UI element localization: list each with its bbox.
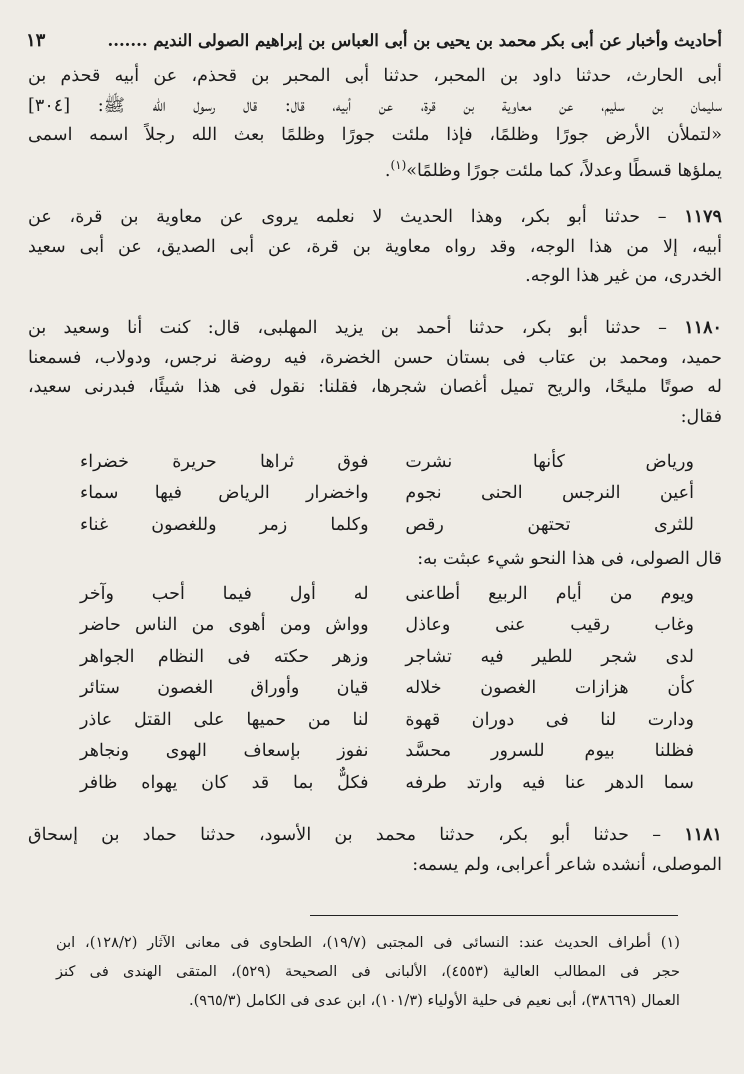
text-fragment: – حدثنا أبو بكر، حدثنا أحمد بن يزيد المهلبى، قال: كنت أنا وسعيد بن — [28, 318, 667, 338]
footnote-line: العمال (٣٨٦٦٩)، أبى نعيم فى حلية الأولياء (١٠١/٣)، ابن عدى فى الكامل (٩٦٥/٣). — [188, 992, 680, 1009]
verse-first-hemistich: ورياض كأنها نشرت — [405, 451, 694, 472]
text-line: الخدرى، من غير هذا الوجه. — [525, 266, 722, 286]
verse-first-hemistich: سما الدهر عنا فيه وارتد طرفه — [405, 772, 694, 793]
page-number: ١٣ — [26, 30, 46, 51]
verse-first-hemistich: لدى شجر للطير فيه تشاجر — [405, 646, 694, 667]
footnote-separator — [310, 915, 678, 916]
text-fragment: – حدثنا أبو بكر، حدثنا محمد بن الأسود، حدثنا حماد بن إسحاق — [28, 825, 661, 845]
footnote-line: (١) أطراف الحديث عند: النسائى فى المجتبى (١٩/٧)، الطحاوى فى معانى الآثار (١٢٨/٢)، ابن — [56, 934, 680, 951]
hadith-1181 — [28, 820, 722, 880]
poem-1 — [80, 446, 694, 541]
verse-second-hemistich: قيان وأوراق الغصون ستائر — [80, 678, 369, 699]
text-line: حميد، ومحمد بن عتاب فى بستان حسن الخضرة، فيه روضة نرجس، ودولاب، فسمعنا — [28, 347, 722, 368]
verse-row — [80, 704, 694, 736]
text-line: أبى الحارث، حدثنا داود بن المحبر، حدثنا أبى المحبر بن قحذم، عن أبيه قحذم بن — [28, 66, 722, 86]
verse-first-hemistich: كأن هزازات الغصون خلاله — [405, 678, 694, 699]
text-line: أبيه، إلا من هذا الوجه، وقد رواه معاوية بن قرة، عن أبى الصديق، عن أبى سعيد — [28, 236, 723, 257]
verse-second-hemistich: نفوز بإسعاف الهوى ونجاهر — [80, 741, 369, 762]
sooli-intro — [28, 545, 722, 575]
verse-row — [80, 446, 694, 478]
verse-second-hemistich: له أول فيما أحب وآخر — [80, 583, 369, 604]
verse-second-hemistich: لنا من حميها على القتل عاذر — [80, 709, 369, 730]
text-line: فقال: — [680, 406, 722, 427]
hadith-1180 — [28, 313, 722, 432]
verse-second-hemistich: وزهر حكته فى النظام الجواهر — [80, 646, 369, 667]
verse-row — [80, 578, 694, 610]
text-fragment: يملؤها قسطًا وعدلاً، كما ملئت جورًا وظلمًا» — [406, 160, 722, 181]
footnote-reference: (١) — [390, 157, 407, 172]
hadith-number: ١١٨٠ — [684, 317, 723, 338]
text-line — [28, 820, 722, 851]
page-header — [26, 30, 722, 51]
verse-row — [80, 610, 694, 642]
verse-first-hemistich: وغاب رقيب عنى وعاذل — [405, 615, 694, 636]
text-line: سليمان بن سليم، عن معاوية بن قرة، عن أبيه، قال: قال رسول الله ﷺ: [٣٠٤] — [28, 95, 722, 116]
verse-first-hemistich: فظلنا بيوم للسرور محسَّد — [405, 741, 694, 762]
verse-second-hemistich: فكلٌّ بما قد كان يهواه ظافر — [80, 772, 369, 793]
verse-first-hemistich: أعين النرجس الحنى نجوم — [405, 483, 694, 504]
footnote-line: حجر فى المطالب العالية (٤٥٥٣)، الألبانى فى الصحيحة (٥٢٩)، المتقى الهندى فى كنز — [56, 963, 680, 980]
verse-row — [80, 509, 694, 541]
text-fragment: – حدثنا أبو بكر، وهذا الحديث لا نعلمه يروى عن معاوية بن قرة، عن — [28, 207, 667, 227]
text-line: يملؤها قسطًا وعدلاً، كما ملئت جورًا وظلمًا»$^{(١)}$. — [384, 157, 722, 181]
verse-first-hemistich: ودارت لنا فى دوران قهوة — [405, 709, 694, 730]
verse-second-hemistich: واخضرار الرياض فيها سماء — [80, 483, 369, 504]
verse-second-hemistich: وكلما زمر وللغصون غناء — [80, 514, 369, 535]
verse-row — [80, 767, 694, 799]
paragraph-top — [28, 62, 722, 186]
text-line: له صوتًا مليحًا، والريح تميل أغصان شجرها، فقلنا: نقول فى هذا شيئًا، فبدرنى سعيد، — [28, 377, 722, 397]
text-line: الموصلى، أنشده شاعر أعرابى، ولم يسمه: — [412, 854, 722, 875]
poem-2 — [80, 578, 694, 799]
text-line: «لتملأن الأرض جورًا وظلمًا، فإذا ملئت جورًا وظلمًا بعث الله رجلاً اسمه اسمى — [28, 125, 722, 145]
hadith-number: ١١٨١ — [684, 824, 722, 845]
hadith-1179 — [28, 202, 722, 292]
verse-row — [80, 641, 694, 673]
text-line — [28, 313, 722, 344]
verse-second-hemistich: فوق ثراها حريرة خضراء — [80, 451, 369, 472]
verse-row — [80, 673, 694, 705]
verse-row — [80, 478, 694, 510]
text-line — [28, 202, 722, 233]
verse-row — [80, 736, 694, 768]
verse-first-hemistich: ويوم من أيام الربيع أطاعنى — [405, 583, 694, 604]
verse-first-hemistich: للثرى تحتهن رقص — [405, 514, 694, 535]
running-title: أحاديث وأخبار عن أبى بكر محمد بن يحيى بن أبى العباس بن إبراهيم الصولى النديم ....... — [107, 31, 722, 50]
text-line: قال الصولى، فى هذا النحو شيء عبثت به: — [417, 549, 722, 569]
verse-second-hemistich: وواش ومن أهوى من الناس حاضر — [80, 615, 369, 636]
footnote — [56, 928, 680, 1015]
hadith-number: ١١٧٩ — [684, 206, 722, 227]
